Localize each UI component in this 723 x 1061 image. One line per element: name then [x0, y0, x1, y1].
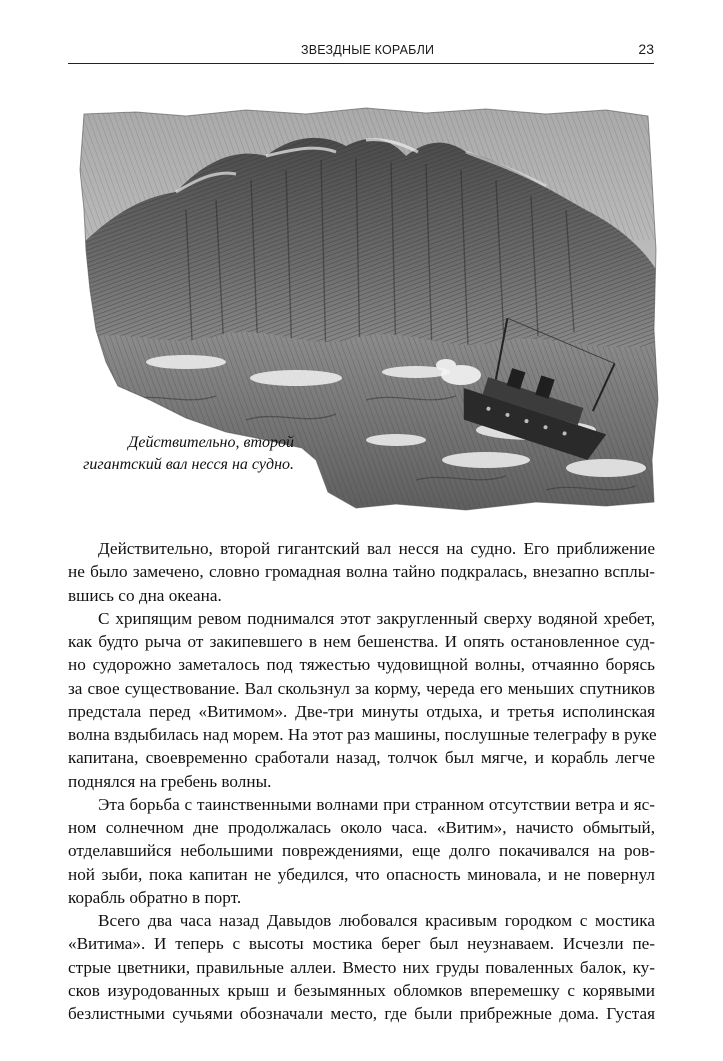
text-line: капитана, своевременно сработали назад, толчок был мягче, и корабль легче	[68, 748, 655, 768]
page-number: 23	[638, 41, 654, 57]
text-line: ном солнечном дне продолжалась около часа. «Витим», начисто обмытый,	[68, 818, 655, 837]
text-line: стрые цветники, правильные аллеи. Вместо них груды поваленных балок, ку-	[68, 957, 655, 977]
running-head	[68, 38, 654, 64]
text-line: отделавшийся небольшими повреждениями, еще долго покачивался на ров-	[68, 841, 655, 861]
illustration-caption	[62, 432, 294, 476]
running-title: ЗВЕЗДНЫЕ КОРАБЛИ	[301, 43, 435, 57]
text-line: «Витима». И теперь с высоты мостика берег был неузнаваем. Исчезли пе-	[68, 934, 655, 954]
caption-line: Действительно, второй	[128, 434, 294, 451]
text-line: поднялся на гребень волны.	[68, 771, 272, 791]
text-line: Всего два часа назад Давыдов любовался красивым городком с мостика	[98, 911, 655, 930]
text-line: безлистными сучьями обозначали место, где были прибрежные дома. Густая	[68, 1004, 655, 1023]
caption-line: гигантский вал несся на судно.	[83, 456, 294, 473]
body-text	[68, 537, 655, 1025]
text-line: предстала перед «Витимом». Две-три минуты отдыха, и третья исполинская	[68, 701, 655, 721]
text-line: Эта борьба с таинственными волнами при странном отсутствии ветра и яс-	[98, 794, 655, 814]
text-line: ной зыби, пока капитан не убедился, что опасность миновала, и не повернул	[68, 864, 655, 884]
text-line: как будто рыча от закипевшего в нем бешенства. И опять остановленное суд-	[68, 632, 655, 651]
text-line: за свое существование. Вал скользнул за корму, череда его меньших спутников	[68, 678, 655, 698]
text-line: корабль обратно в порт.	[68, 887, 242, 907]
text-line: вшись со дна океана.	[68, 585, 222, 605]
text-line: волна вздыбилась над морем. На этот раз машины, послушные телеграфу в руке	[68, 725, 657, 744]
text-line: не было замечено, словно громадная волна тайно подкралась, внезапно всплы-	[68, 562, 655, 582]
text-line: Действительно, второй гигантский вал несся на судно. Его приближение	[98, 539, 655, 558]
text-line: С хрипящим ревом поднимался этот закругленный сверху водяной хребет,	[98, 608, 655, 628]
text-line: сков изуродованных крыш и безымянных обломков вперемешку с корявыми	[68, 980, 655, 1000]
text-line: но судорожно заметалось под тяжестью чудовищной волны, отчаянно борясь	[68, 655, 655, 675]
